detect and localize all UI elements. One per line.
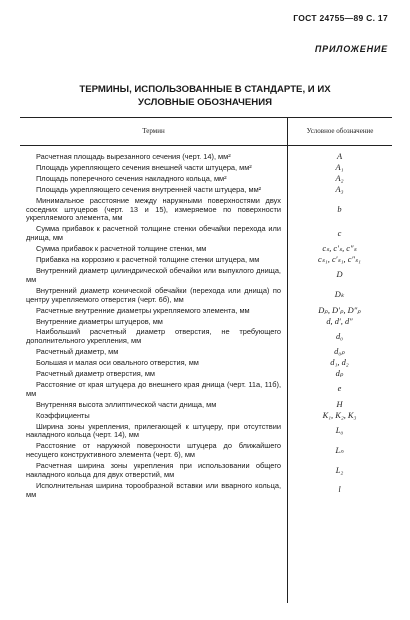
symbol-text: d₀ₚ [334, 347, 345, 357]
symbol-text: e [337, 384, 342, 394]
symbol-text: D [336, 270, 343, 280]
term-text: Расчетный диаметр, мм [36, 347, 119, 357]
table-row [20, 381, 392, 399]
table-row [20, 318, 392, 327]
symbol-text: d₁, d₂ [330, 358, 349, 368]
table-row [20, 287, 392, 305]
table-row [20, 186, 392, 195]
symbol-text: K₁, K₂, K₃ [322, 410, 357, 420]
table-row [20, 482, 392, 500]
symbol-text: d, d′, d″ [326, 316, 353, 326]
symbol-text: b [337, 204, 342, 214]
symbol-text: cₛ, c′ₛ, c″ₛ [322, 244, 357, 254]
table-row [20, 197, 392, 224]
table-row [20, 267, 392, 285]
title-line-1: ТЕРМИНЫ, ИСПОЛЬЗОВАННЫЕ В СТАНДАРТЕ, И ИХ [79, 84, 331, 95]
column-header-term: Термин [142, 127, 165, 135]
term-text: Прибавка на коррозию к расчетной толщине стенки штуцера, мм [36, 255, 260, 265]
term-text: Коэффициенты [36, 410, 90, 420]
table-header-rule [20, 145, 392, 146]
symbol-text: A₂ [335, 173, 344, 183]
symbol-text: l [338, 485, 341, 495]
table-row [20, 423, 392, 441]
term-text: Внутренний диаметр цилиндрической обечайки или выпуклого днища, мм [26, 265, 281, 284]
symbol-text: dₚ [335, 369, 344, 379]
symbol-text: H [336, 399, 343, 409]
term-text: Расстояние от края штуцера до внешнего края днища (черт. 11а, 11б), мм [26, 379, 281, 398]
table-top-rule [20, 117, 392, 118]
table-row [20, 370, 392, 379]
table-row [20, 359, 392, 368]
term-text: Расчетный диаметр отверстия, мм [36, 369, 156, 379]
symbol-text: Dₚ, D′ₚ, D″ₚ [318, 305, 361, 315]
table-row [20, 462, 392, 480]
term-text: Минимальное расстояние между наружными поверхностями двух соседних штуцеров (черт. 13 и 15), измеряемое по поверхности укрепляемого элемента, мм [26, 195, 281, 223]
term-text: Ширина зоны укрепления, прилегающей к штуцеру, при отсутствии накладного кольца (черт. 14), мм [26, 421, 281, 440]
page-header: ГОСТ 24755—89 С. 17 [293, 13, 388, 23]
term-text: Большая и малая оси овального отверстия, мм [36, 358, 199, 368]
symbol-text: c [337, 228, 342, 238]
table-row [20, 412, 392, 421]
term-text: Наибольший расчетный диаметр отверстия, не требующего дополнительного укрепления, мм [26, 327, 281, 346]
table-body [20, 153, 392, 502]
term-text: Площадь поперечного сечения накладного кольца, мм² [36, 173, 227, 183]
table-row [20, 245, 392, 254]
symbol-text: L₂ [335, 465, 344, 475]
term-text: Расстояние от наружной поверхности штуцера до ближайшего несущего конструктивного элемента (черт. 6), мм [26, 441, 281, 460]
table-row [20, 256, 392, 265]
symbol-text: cₛ₁, c′ₛ₁, c″ₛ₁ [318, 255, 361, 265]
term-text: Внутренние диаметры штуцеров, мм [36, 316, 163, 326]
term-text: Площадь укрепляющего сечения внутренней части штуцера, мм² [36, 184, 262, 194]
terms-table [20, 117, 392, 603]
table-row [20, 164, 392, 173]
term-text: Сумма прибавок к расчетной толщине стенки обечайки перехода или днища, мм [26, 224, 281, 243]
table-row [20, 401, 392, 410]
term-text: Расчетная ширина зоны укрепления при использовании общего накладного кольца для двух отверстий, мм [26, 461, 281, 480]
term-text: Внутренний диаметр конической обечайки (перехода или днища) по центру укрепляемого отверстия (черт. 6б), мм [26, 285, 281, 304]
table-row [20, 442, 392, 460]
term-text: Площадь укрепляющего сечения внешней части штуцера, мм² [36, 162, 252, 172]
table-row [20, 307, 392, 316]
symbol-text: Lₙ [335, 445, 344, 455]
table-row [20, 328, 392, 346]
symbol-text: A [336, 152, 343, 161]
symbol-text: Dₖ [334, 290, 345, 300]
term-text: Расчетная площадь вырезанного сечения (черт. 14), мм² [36, 152, 231, 161]
symbol-text: A₃ [335, 184, 344, 194]
table-row [20, 153, 392, 162]
term-text: Внутренняя высота эллиптической части днища, мм [36, 399, 217, 409]
column-header-symbol: Условное обозначение [306, 127, 374, 135]
term-text: Расчетные внутренние диаметры укрепляемого элемента, мм [36, 305, 250, 315]
document-title [40, 84, 370, 109]
appendix-label: ПРИЛОЖЕНИЕ [314, 44, 388, 54]
term-text: Исполнительная ширина торообразной вставки или вварного кольца, мм [26, 481, 281, 499]
symbol-text: L₀ [335, 426, 344, 436]
table-row [20, 175, 392, 184]
table-row [20, 225, 392, 243]
term-text: Сумма прибавок к расчетной толщине стенки, мм [36, 244, 207, 254]
symbol-text: A₁ [335, 162, 344, 172]
symbol-text: d₀ [335, 331, 344, 341]
title-line-2: УСЛОВНЫЕ ОБОЗНАЧЕНИЯ [138, 96, 272, 108]
table-row [20, 348, 392, 357]
